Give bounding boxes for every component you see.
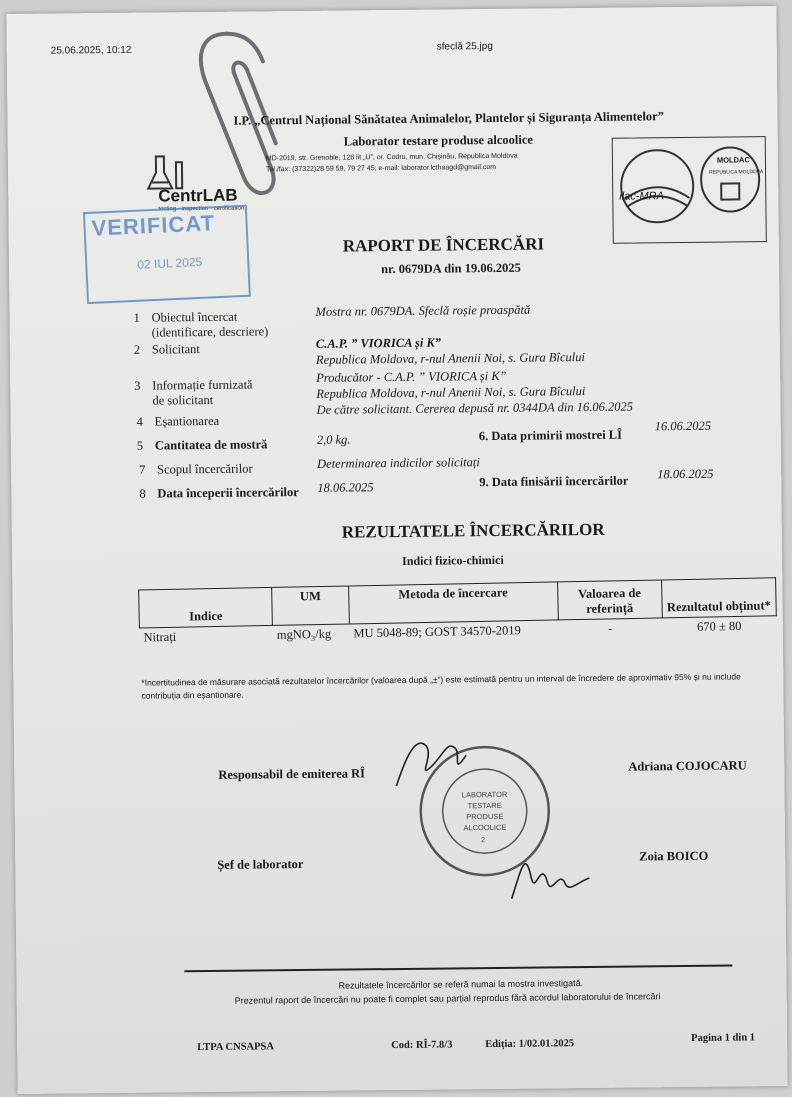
verificat-date: 02 IUL 2025 bbox=[137, 254, 203, 272]
lab-name: Laborator testare produse alcoolice bbox=[343, 132, 534, 149]
moldac-label: MOLDAC bbox=[716, 155, 750, 165]
responsible-name: Adriana COJOCARU bbox=[628, 758, 747, 774]
header-cell: UM bbox=[272, 586, 349, 625]
header-cell: Metoda de încercare bbox=[348, 582, 558, 624]
field-num: 2 bbox=[133, 342, 141, 357]
field-label-6: 6. Data primirii mostrei LÎ bbox=[478, 427, 623, 444]
field-value: Determinarea indicilor solicitați bbox=[317, 455, 480, 471]
signature-responsible-icon bbox=[386, 725, 477, 796]
field-value: Mostra nr. 0679DA. Sfeclă roșie proaspătă bbox=[315, 302, 531, 319]
chief-label: Șef de laborator bbox=[217, 856, 304, 872]
field-label: Eșantionarea bbox=[154, 413, 220, 429]
field-label: Cantitatea de mostră bbox=[154, 437, 268, 453]
field-num: 7 bbox=[139, 462, 146, 477]
stamp-center-text: LABORATOR TESTARE PRODUSE ALCOOLICE bbox=[461, 789, 508, 833]
lab-contacts: Tel./fax: (37322)28 59 59, 79 27 45; e-mail: laborator.lcthaagd@gmail.com bbox=[265, 163, 497, 174]
ilac-mra-logo-icon bbox=[617, 146, 698, 227]
institute-name: I.P. „Centrul Național Sănătatea Animalelor, Plantelor și Siguranța Alimentelor” bbox=[233, 109, 664, 128]
field-label-9: 9. Data finisării încercărilor bbox=[479, 473, 629, 490]
field-label: Data începerii încercărilor bbox=[157, 485, 299, 501]
centrlab-tagline: testing · inspection · certification bbox=[158, 205, 245, 213]
field-value: 2,0 kg. bbox=[316, 432, 351, 447]
moldac-sub: REPUBLICA MOLDOVA bbox=[709, 169, 764, 176]
footer-note-1: Rezultatele încercărilor se referă numai la mostra investigată. bbox=[338, 978, 584, 991]
cell-reference: - bbox=[607, 621, 613, 636]
footer-edition: Ediția: 1/02.01.2025 bbox=[485, 1038, 575, 1051]
field-num: 1 bbox=[133, 310, 140, 325]
field-value-2: Republica Moldova, r-nul Anenii Noi, s. Gura Bîcului bbox=[316, 384, 586, 401]
header-cell: Indice bbox=[139, 587, 273, 628]
responsible-label: Responsabil de emiterea RÎ bbox=[218, 766, 366, 782]
footer-divider bbox=[184, 965, 732, 973]
signature-chief-icon bbox=[505, 838, 596, 909]
chief-name: Zoia BOICO bbox=[639, 848, 709, 864]
footer-code: Cod: RÎ-7.8/3 bbox=[391, 1039, 453, 1052]
header-cell: Valoarea de referință bbox=[557, 580, 662, 620]
print-timestamp: 25.06.2025, 10:12 bbox=[50, 44, 132, 57]
accreditation-box bbox=[612, 136, 767, 244]
results-table bbox=[138, 577, 777, 647]
moldac-logo-icon bbox=[699, 141, 762, 228]
field-value-9: 18.06.2025 bbox=[657, 466, 714, 482]
verificat-stamp bbox=[83, 205, 251, 304]
field-value: C.A.P. ” VIORICA și K” bbox=[315, 335, 442, 351]
document-page bbox=[6, 6, 787, 1094]
cell-method: MU 5048-89; GOST 34570-2019 bbox=[353, 623, 521, 641]
lab-address: MD-2019, str. Grenoble, 128 lit „U”, or. Codru, mun. Chișinău, Republica Moldova bbox=[265, 152, 518, 163]
field-value-2: Republica Moldova, r-nul Anenii Noi, s. Gura Bîcului bbox=[315, 350, 586, 367]
results-title: REZULTATELE ÎNCERCĂRILOR bbox=[341, 519, 605, 542]
header-cell: Rezultatul obținut* bbox=[661, 578, 776, 618]
field-label: Scopul încercărilor bbox=[157, 461, 253, 477]
cell-indice: Nitrați bbox=[143, 629, 177, 645]
ilac-mra-label: ilac-MRA bbox=[619, 190, 664, 203]
field-label: Informație furnizată bbox=[152, 377, 253, 393]
footer-page: Pagina 1 din 1 bbox=[691, 1032, 756, 1044]
uncertainty-footnote: *Incertitudinea de măsurare asociată rezultatelor încercărilor (valoarea după „±”) este estimată pentru un interval de încredere de aproximativ 95% și nu include contribuția din eșantionare. bbox=[141, 671, 741, 701]
stamp-number: 2 bbox=[481, 837, 485, 845]
print-filename: sfeclă 25.jpg bbox=[436, 40, 493, 53]
footer-note-2: Prezentul raport de încercări nu poate fi complet sau parțial reprodus fără acordul laboratorului de încercări bbox=[234, 991, 661, 1006]
field-num: 5 bbox=[136, 438, 144, 453]
report-number: nr. 0679DA din 19.06.2025 bbox=[380, 260, 521, 277]
field-value: Producător - C.A.P. ” VIORICA și K” bbox=[316, 368, 507, 385]
field-num: 8 bbox=[139, 486, 146, 501]
report-title: RAPORT DE ÎNCERCĂRI bbox=[342, 234, 545, 256]
field-label-2: de solicitant bbox=[152, 392, 214, 408]
field-value: De către solicitant. Cererea depusă nr. 0344DA din 16.06.2025 bbox=[316, 399, 633, 417]
field-label: Obiectul încercat bbox=[151, 309, 238, 325]
field-num: 3 bbox=[134, 378, 141, 393]
footer-left: LTPA CNSAPSA bbox=[197, 1041, 274, 1054]
cell-um: mgNO₃/kg bbox=[276, 626, 332, 642]
field-label-2: (identificare, descriere) bbox=[151, 324, 269, 340]
cell-result: 670 ± 80 bbox=[696, 618, 742, 634]
field-value: 18.06.2025 bbox=[317, 480, 374, 495]
field-num: 4 bbox=[136, 414, 143, 429]
verificat-word: VERIFICAT bbox=[91, 210, 216, 241]
field-value-6: 16.06.2025 bbox=[654, 418, 712, 434]
centrlab-logo: CentrLAB bbox=[158, 185, 238, 206]
results-subtitle: Indici fizico-chimici bbox=[402, 552, 504, 568]
field-label: Solicitant bbox=[151, 342, 200, 357]
